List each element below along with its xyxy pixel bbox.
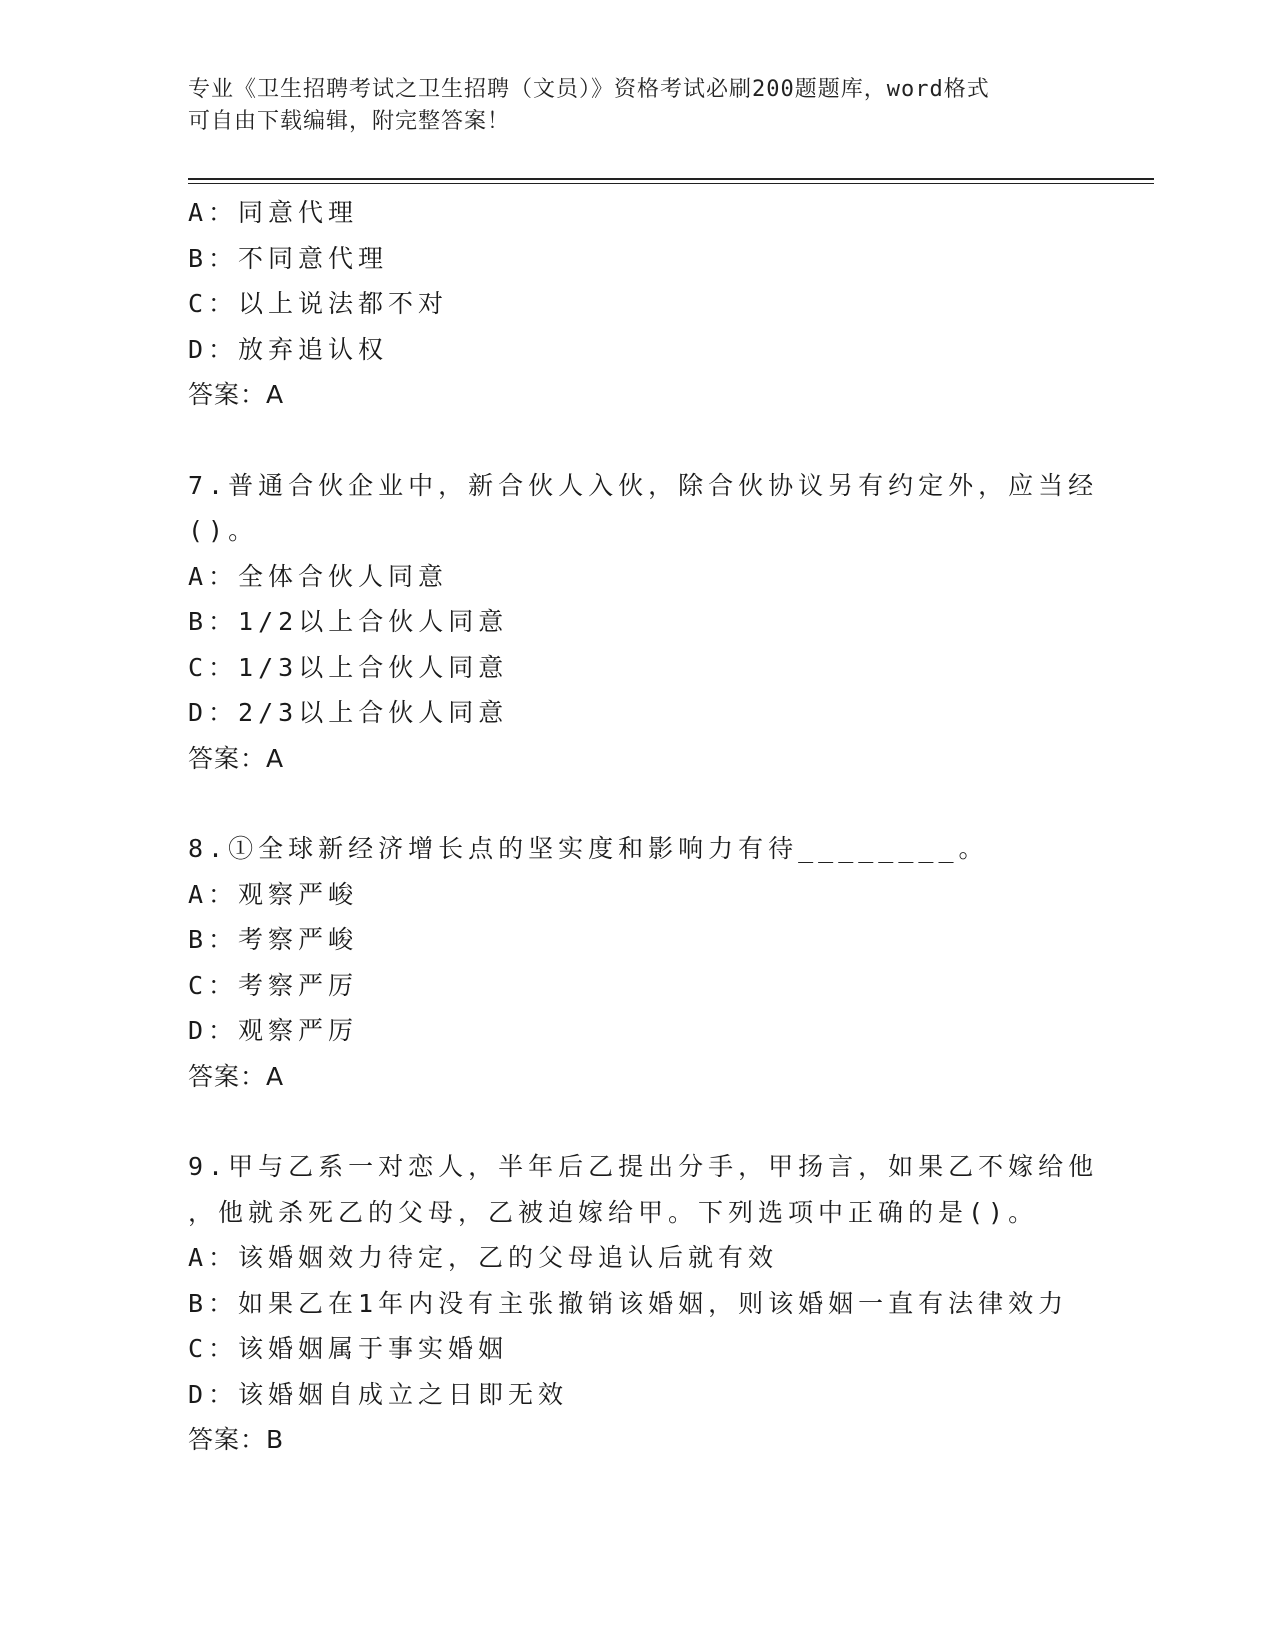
option-c: C：1/3以上合伙人同意: [188, 652, 509, 682]
answer-line: 答案：B: [188, 1425, 285, 1454]
header-title-line-1: 专业《卫生招聘考试之卫生招聘（文员）》资格考试必刷200题题库，word格式: [188, 77, 990, 102]
header-title-line-2: 可自由下载编辑，附完整答案！: [188, 109, 511, 134]
question-9: [188, 1144, 1099, 1463]
document-header: [188, 74, 1068, 138]
option-a: A：全体合伙人同意: [188, 561, 449, 591]
option-c: C：以上说法都不对: [188, 289, 449, 318]
question-text-line-1: 7.普通合伙企业中，新合伙人入伙，除合伙协议另有约定外，应当经: [188, 470, 1099, 500]
spacer: [188, 418, 1068, 463]
answer-line: 答案：A: [188, 743, 285, 773]
option-b: B：如果乙在1年内没有主张撤销该婚姻，则该婚姻一直有法律效力: [188, 1288, 1069, 1318]
option-d: D：该婚姻自成立之日即无效: [188, 1379, 569, 1409]
option-a: A：观察严峻: [188, 879, 359, 909]
option-b: B：1/2以上合伙人同意: [188, 607, 509, 636]
question-6: [188, 190, 1068, 418]
question-text-line-1: 9.甲与乙系一对恋人，半年后乙提出分手，甲扬言，如果乙不嫁给他: [188, 1152, 1099, 1181]
header-divider-thick: [188, 178, 1154, 180]
option-c: C：考察严厉: [188, 970, 359, 1000]
option-d: D：2/3以上合伙人同意: [188, 698, 509, 727]
spacer: [188, 781, 1068, 826]
option-d: D：观察严厉: [188, 1016, 359, 1045]
option-a: A：同意代理: [188, 198, 359, 227]
option-b: B：考察严峻: [188, 925, 359, 954]
question-text-line-2: ，他就杀死乙的父母，乙被迫嫁给甲。下列选项中正确的是()。: [188, 1197, 1039, 1227]
question-7: [188, 463, 1099, 782]
option-c: C：该婚姻属于事实婚姻: [188, 1334, 509, 1363]
option-b: B：不同意代理: [188, 243, 389, 273]
spacer: [188, 1099, 1068, 1144]
option-d: D：放弃追认权: [188, 334, 389, 364]
header-divider-thin: [188, 183, 1154, 184]
answer-line: 答案：A: [188, 380, 285, 409]
question-text-line-1: 8.①全球新经济增长点的坚实度和影响力有待________。: [188, 834, 989, 863]
question-list: [188, 190, 1099, 1463]
answer-line: 答案：A: [188, 1061, 285, 1091]
option-a: A：该婚姻效力待定，乙的父母追认后就有效: [188, 1243, 779, 1272]
question-text-line-2: ()。: [188, 516, 259, 545]
question-8: [188, 826, 1068, 1099]
